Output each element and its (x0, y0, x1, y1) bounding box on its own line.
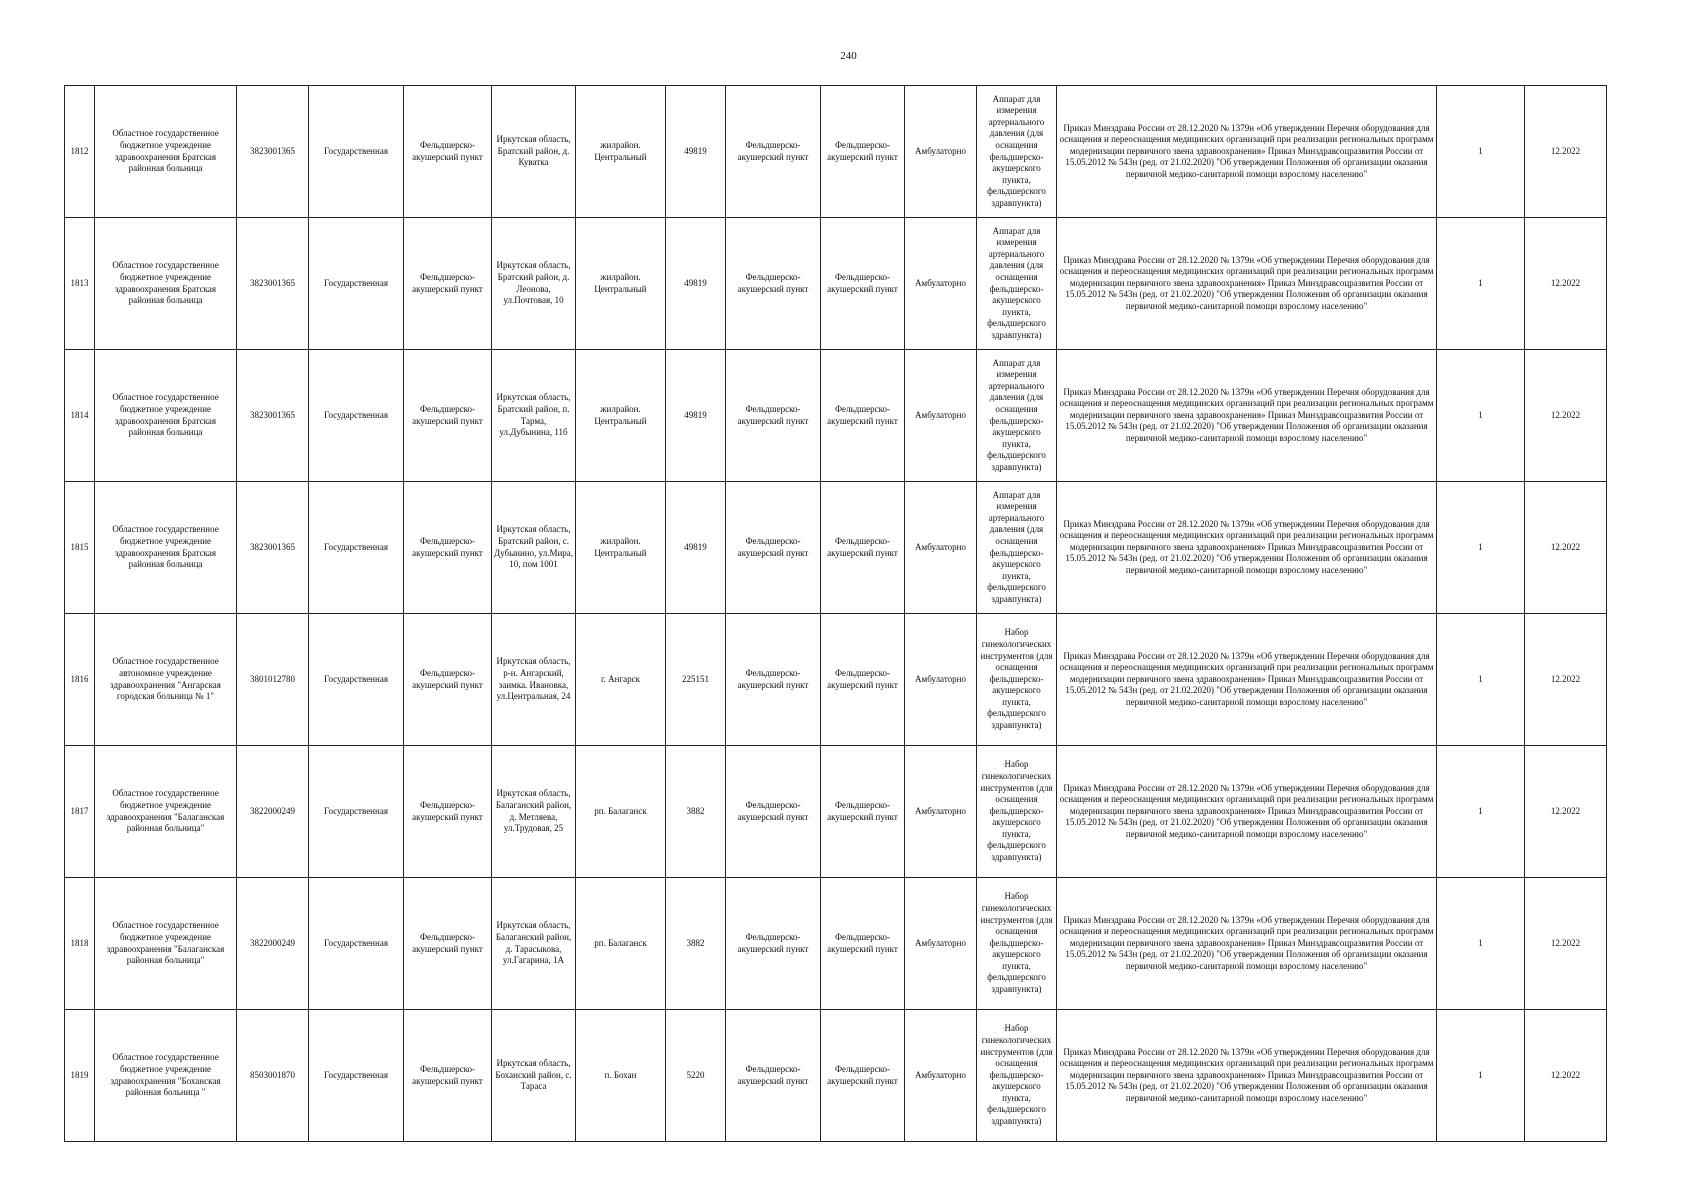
date-cell: 12.2022 (1525, 878, 1607, 1010)
unit-type-cell: Фельдшерско-акушерский пункт (726, 218, 821, 350)
legal-document-cell: Приказ Минздрава России от 28.12.2020 № 1379н «Об утверждении Перечня оборудования для оснащения и переоснащения медицинских организаций при реализации региональных программ модернизации первичного звена здравоохранения» Приказ Минздравсоцразвития России от 15.05.2012 № 543н (ред. от 21.02.2020) "Об утверждении Положения об организации оказания первичной медико-санитарной помощи взрослому населению" (1057, 746, 1437, 878)
address-cell: Иркутская область, Балаганский район, д. Метляева, ул.Трудовая, 25 (492, 746, 576, 878)
care-mode-cell: Амбулаторно (905, 878, 977, 1010)
code-cell: 49819 (666, 482, 726, 614)
ownership-cell: Государственная (309, 746, 404, 878)
facility-type-cell: Фельдшерско-акушерский пункт (404, 878, 492, 1010)
quantity-cell: 1 (1437, 614, 1525, 746)
ownership-cell: Государственная (309, 878, 404, 1010)
locality-cell: рп. Балаганск (576, 746, 666, 878)
organization-cell: Областное государственное автономное учреждение здравоохранения "Ангарская городская больница № 1" (95, 614, 237, 746)
organization-cell: Областное государственное бюджетное учреждение здравоохранения Братская районная больница (95, 350, 237, 482)
ownership-cell: Государственная (309, 350, 404, 482)
unit-type-cell: Фельдшерско-акушерский пункт (726, 746, 821, 878)
row-number-cell: 1818 (65, 878, 95, 1010)
legal-document-cell: Приказ Минздрава России от 28.12.2020 № 1379н «Об утверждении Перечня оборудования для оснащения и переоснащения медицинских организаций при реализации региональных программ модернизации первичного звена здравоохранения» Приказ Минздравсоцразвития России от 15.05.2012 № 543н (ред. от 21.02.2020) "Об утверждении Положения об организации оказания первичной медико-санитарной помощи взрослому населению" (1057, 482, 1437, 614)
locality-cell: рп. Балаганск (576, 878, 666, 1010)
unit-type-cell: Фельдшерско-акушерский пункт (726, 482, 821, 614)
date-cell: 12.2022 (1525, 86, 1607, 218)
quantity-cell: 1 (1437, 218, 1525, 350)
table-row (65, 878, 1607, 1010)
inn-cell: 3823001365 (237, 86, 309, 218)
inn-cell: 3801012780 (237, 614, 309, 746)
organization-cell: Областное государственное бюджетное учреждение здравоохранения "Боханская районная больница " (95, 1010, 237, 1142)
code-cell: 3882 (666, 878, 726, 1010)
locality-cell: жилрайон. Центральный (576, 482, 666, 614)
address-cell: Иркутская область, р-н. Ангарский, заимка. Ивановка, ул.Центральная, 24 (492, 614, 576, 746)
legal-document-cell: Приказ Минздрава России от 28.12.2020 № 1379н «Об утверждении Перечня оборудования для оснащения и переоснащения медицинских организаций при реализации региональных программ модернизации первичного звена здравоохранения» Приказ Минздравсоцразвития России от 15.05.2012 № 543н (ред. от 21.02.2020) "Об утверждении Положения об организации оказания первичной медико-санитарной помощи взрослому населению" (1057, 86, 1437, 218)
address-cell: Иркутская область, Братский район, д. Леонова, ул.Почтовая, 10 (492, 218, 576, 350)
care-mode-cell: Амбулаторно (905, 614, 977, 746)
facility-type-cell: Фельдшерско-акушерский пункт (404, 1010, 492, 1142)
ownership-cell: Государственная (309, 614, 404, 746)
code-cell: 49819 (666, 86, 726, 218)
code-cell: 49819 (666, 350, 726, 482)
row-number-cell: 1815 (65, 482, 95, 614)
subdivision-cell: Фельдшерско-акушерский пункт (821, 350, 905, 482)
subdivision-cell: Фельдшерско-акушерский пункт (821, 878, 905, 1010)
legal-document-cell: Приказ Минздрава России от 28.12.2020 № 1379н «Об утверждении Перечня оборудования для оснащения и переоснащения медицинских организаций при реализации региональных программ модернизации первичного звена здравоохранения» Приказ Минздравсоцразвития России от 15.05.2012 № 543н (ред. от 21.02.2020) "Об утверждении Положения об организации оказания первичной медико-санитарной помощи взрослому населению" (1057, 350, 1437, 482)
table-row (65, 1010, 1607, 1142)
care-mode-cell: Амбулаторно (905, 746, 977, 878)
code-cell: 5220 (666, 1010, 726, 1142)
inn-cell: 3823001365 (237, 218, 309, 350)
ownership-cell: Государственная (309, 218, 404, 350)
date-cell: 12.2022 (1525, 614, 1607, 746)
quantity-cell: 1 (1437, 1010, 1525, 1142)
address-cell: Иркутская область, Балаганский район, д. Тарасыкова, ул.Гагарина, 1А (492, 878, 576, 1010)
inn-cell: 3823001365 (237, 350, 309, 482)
row-number-cell: 1812 (65, 86, 95, 218)
address-cell: Иркутская область, Братский район, п. Тарма, ул.Дубынина, 11б (492, 350, 576, 482)
organization-cell: Областное государственное бюджетное учреждение здравоохранения "Балаганская районная больница" (95, 878, 237, 1010)
subdivision-cell: Фельдшерско-акушерский пункт (821, 746, 905, 878)
care-mode-cell: Амбулаторно (905, 350, 977, 482)
table-row (65, 482, 1607, 614)
unit-type-cell: Фельдшерско-акушерский пункт (726, 350, 821, 482)
equipment-registry-table (64, 85, 1607, 1142)
equipment-cell: Аппарат для измерения артериального давления (для оснащения фельдшерско-акушерского пункта, фельдшерского здравпункта) (977, 218, 1057, 350)
legal-document-cell: Приказ Минздрава России от 28.12.2020 № 1379н «Об утверждении Перечня оборудования для оснащения и переоснащения медицинских организаций при реализации региональных программ модернизации первичного звена здравоохранения» Приказ Минздравсоцразвития России от 15.05.2012 № 543н (ред. от 21.02.2020) "Об утверждении Положения об организации оказания первичной медико-санитарной помощи взрослому населению" (1057, 218, 1437, 350)
ownership-cell: Государственная (309, 86, 404, 218)
subdivision-cell: Фельдшерско-акушерский пункт (821, 218, 905, 350)
address-cell: Иркутская область, Братский район, с. Дубынино, ул.Мира, 10, пом 1001 (492, 482, 576, 614)
organization-cell: Областное государственное бюджетное учреждение здравоохранения Братская районная больница (95, 218, 237, 350)
unit-type-cell: Фельдшерско-акушерский пункт (726, 86, 821, 218)
subdivision-cell: Фельдшерско-акушерский пункт (821, 86, 905, 218)
equipment-cell: Набор гинекологических инструментов (для оснащения фельдшерско-акушерского пункта, фельдшерского здравпункта) (977, 878, 1057, 1010)
row-number-cell: 1817 (65, 746, 95, 878)
quantity-cell: 1 (1437, 482, 1525, 614)
inn-cell: 8503001870 (237, 1010, 309, 1142)
unit-type-cell: Фельдшерско-акушерский пункт (726, 878, 821, 1010)
organization-cell: Областное государственное бюджетное учреждение здравоохранения Братская районная больница (95, 482, 237, 614)
subdivision-cell: Фельдшерско-акушерский пункт (821, 1010, 905, 1142)
facility-type-cell: Фельдшерско-акушерский пункт (404, 614, 492, 746)
equipment-cell: Набор гинекологических инструментов (для оснащения фельдшерско-акушерского пункта, фельдшерского здравпункта) (977, 614, 1057, 746)
inn-cell: 3823001365 (237, 482, 309, 614)
facility-type-cell: Фельдшерско-акушерский пункт (404, 746, 492, 878)
equipment-cell: Аппарат для измерения артериального давления (для оснащения фельдшерско-акушерского пункта, фельдшерского здравпункта) (977, 86, 1057, 218)
locality-cell: п. Бохан (576, 1010, 666, 1142)
address-cell: Иркутская область, Братский район, д. Куватка (492, 86, 576, 218)
code-cell: 225151 (666, 614, 726, 746)
table-row (65, 614, 1607, 746)
unit-type-cell: Фельдшерско-акушерский пункт (726, 614, 821, 746)
row-number-cell: 1814 (65, 350, 95, 482)
organization-cell: Областное государственное бюджетное учреждение здравоохранения Братская районная больница (95, 86, 237, 218)
legal-document-cell: Приказ Минздрава России от 28.12.2020 № 1379н «Об утверждении Перечня оборудования для оснащения и переоснащения медицинских организаций при реализации региональных программ модернизации первичного звена здравоохранения» Приказ Минздравсоцразвития России от 15.05.2012 № 543н (ред. от 21.02.2020) "Об утверждении Положения об организации оказания первичной медико-санитарной помощи взрослому населению" (1057, 1010, 1437, 1142)
equipment-cell: Набор гинекологических инструментов (для оснащения фельдшерско-акушерского пункта, фельдшерского здравпункта) (977, 746, 1057, 878)
row-number-cell: 1813 (65, 218, 95, 350)
facility-type-cell: Фельдшерско-акушерский пункт (404, 350, 492, 482)
equipment-cell: Набор гинекологических инструментов (для оснащения фельдшерско-акушерского пункта, фельдшерского здравпункта) (977, 1010, 1057, 1142)
care-mode-cell: Амбулаторно (905, 1010, 977, 1142)
subdivision-cell: Фельдшерско-акушерский пункт (821, 482, 905, 614)
page-number: 240 (840, 50, 857, 62)
table-row (65, 218, 1607, 350)
legal-document-cell: Приказ Минздрава России от 28.12.2020 № 1379н «Об утверждении Перечня оборудования для оснащения и переоснащения медицинских организаций при реализации региональных программ модернизации первичного звена здравоохранения» Приказ Минздравсоцразвития России от 15.05.2012 № 543н (ред. от 21.02.2020) "Об утверждении Положения об организации оказания первичной медико-санитарной помощи взрослому населению" (1057, 614, 1437, 746)
table-row (65, 350, 1607, 482)
table-row (65, 86, 1607, 218)
ownership-cell: Государственная (309, 482, 404, 614)
equipment-cell: Аппарат для измерения артериального давления (для оснащения фельдшерско-акушерского пункта, фельдшерского здравпункта) (977, 482, 1057, 614)
date-cell: 12.2022 (1525, 218, 1607, 350)
quantity-cell: 1 (1437, 86, 1525, 218)
locality-cell: г. Ангарск (576, 614, 666, 746)
organization-cell: Областное государственное бюджетное учреждение здравоохранения "Балаганская районная больница" (95, 746, 237, 878)
quantity-cell: 1 (1437, 746, 1525, 878)
facility-type-cell: Фельдшерско-акушерский пункт (404, 86, 492, 218)
quantity-cell: 1 (1437, 350, 1525, 482)
table-row (65, 746, 1607, 878)
ownership-cell: Государственная (309, 1010, 404, 1142)
subdivision-cell: Фельдшерско-акушерский пункт (821, 614, 905, 746)
quantity-cell: 1 (1437, 878, 1525, 1010)
care-mode-cell: Амбулаторно (905, 482, 977, 614)
legal-document-cell: Приказ Минздрава России от 28.12.2020 № 1379н «Об утверждении Перечня оборудования для оснащения и переоснащения медицинских организаций при реализации региональных программ модернизации первичного звена здравоохранения» Приказ Минздравсоцразвития России от 15.05.2012 № 543н (ред. от 21.02.2020) "Об утверждении Положения об организации оказания первичной медико-санитарной помощи взрослому населению" (1057, 878, 1437, 1010)
inn-cell: 3822000249 (237, 746, 309, 878)
locality-cell: жилрайон. Центральный (576, 86, 666, 218)
facility-type-cell: Фельдшерско-акушерский пункт (404, 218, 492, 350)
unit-type-cell: Фельдшерско-акушерский пункт (726, 1010, 821, 1142)
code-cell: 3882 (666, 746, 726, 878)
date-cell: 12.2022 (1525, 746, 1607, 878)
row-number-cell: 1819 (65, 1010, 95, 1142)
date-cell: 12.2022 (1525, 482, 1607, 614)
date-cell: 12.2022 (1525, 350, 1607, 482)
address-cell: Иркутская область, Боханский район, с. Тараса (492, 1010, 576, 1142)
locality-cell: жилрайон. Центральный (576, 350, 666, 482)
care-mode-cell: Амбулаторно (905, 218, 977, 350)
table-body (65, 86, 1607, 1142)
code-cell: 49819 (666, 218, 726, 350)
inn-cell: 3822000249 (237, 878, 309, 1010)
equipment-cell: Аппарат для измерения артериального давления (для оснащения фельдшерско-акушерского пункта, фельдшерского здравпункта) (977, 350, 1057, 482)
facility-type-cell: Фельдшерско-акушерский пункт (404, 482, 492, 614)
care-mode-cell: Амбулаторно (905, 86, 977, 218)
locality-cell: жилрайон. Центральный (576, 218, 666, 350)
date-cell: 12.2022 (1525, 1010, 1607, 1142)
row-number-cell: 1816 (65, 614, 95, 746)
